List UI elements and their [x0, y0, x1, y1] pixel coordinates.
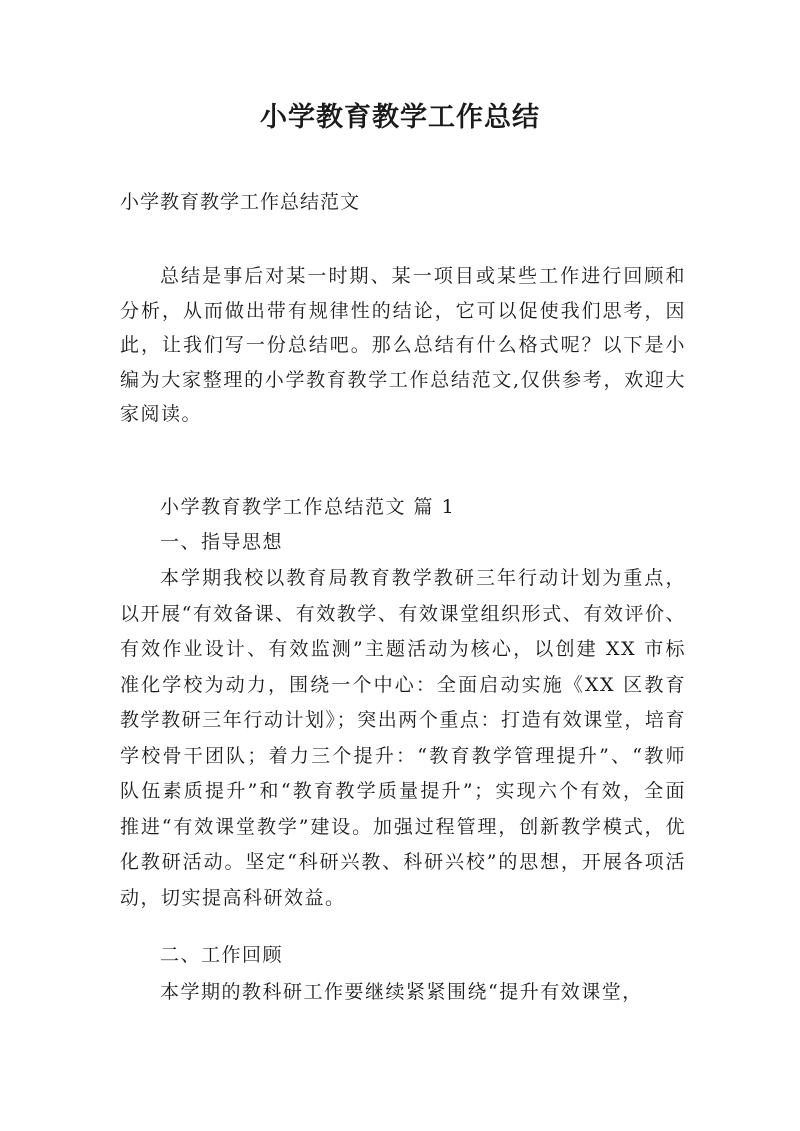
- intro-paragraph: 总结是事后对某一时期、某一项目或某些工作进行回顾和分析，从而做出带有规律性的结论，它可以促使我们思考，因此，让我们写一份总结吧。那么总结有什么格式呢？以下是小编为大家整理的小学教育教学工作总结范文,仅供参考，欢迎大家阅读。: [120, 265, 686, 426]
- section-title: 小学教育教学工作总结范文 篇 1: [160, 496, 456, 518]
- body-paragraph-guiding-ideology: 本学期我校以教育局教育教学教研三年行动计划为重点，以开展“有效备课、有效教学、有效课堂组织形式、有效评价、有效作业设计、有效监测”主题活动为核心，以创建 XX 市标准化学校为动力，围绕一个中心：全面启动实施《XX 区教育教学教研三年行动计划》；突出两个重点：打造有效课堂，培育学校骨干团队；着力三个提升：“教育教学管理提升”、“教师队伍素质提升”和“教育教学质量提升”；实现六个有效，全面推进“有效课堂教学”建设。加强过程管理，创新教学模式，优化教研活动。坚定“科研兴教、科研兴校”的思想，开展各项活动，切实提高科研效益。: [120, 567, 686, 909]
- section-heading-guiding-ideology: 一、指导思想: [160, 531, 284, 553]
- body-paragraph-work-review: 本学期的教科研工作要继续紧紧围绕“提升有效课堂，: [160, 981, 643, 1003]
- document-subtitle: 小学教育教学工作总结范文: [120, 191, 361, 213]
- document-title: 小学教育教学工作总结: [260, 102, 540, 133]
- section-heading-work-review: 二、工作回顾: [160, 944, 284, 966]
